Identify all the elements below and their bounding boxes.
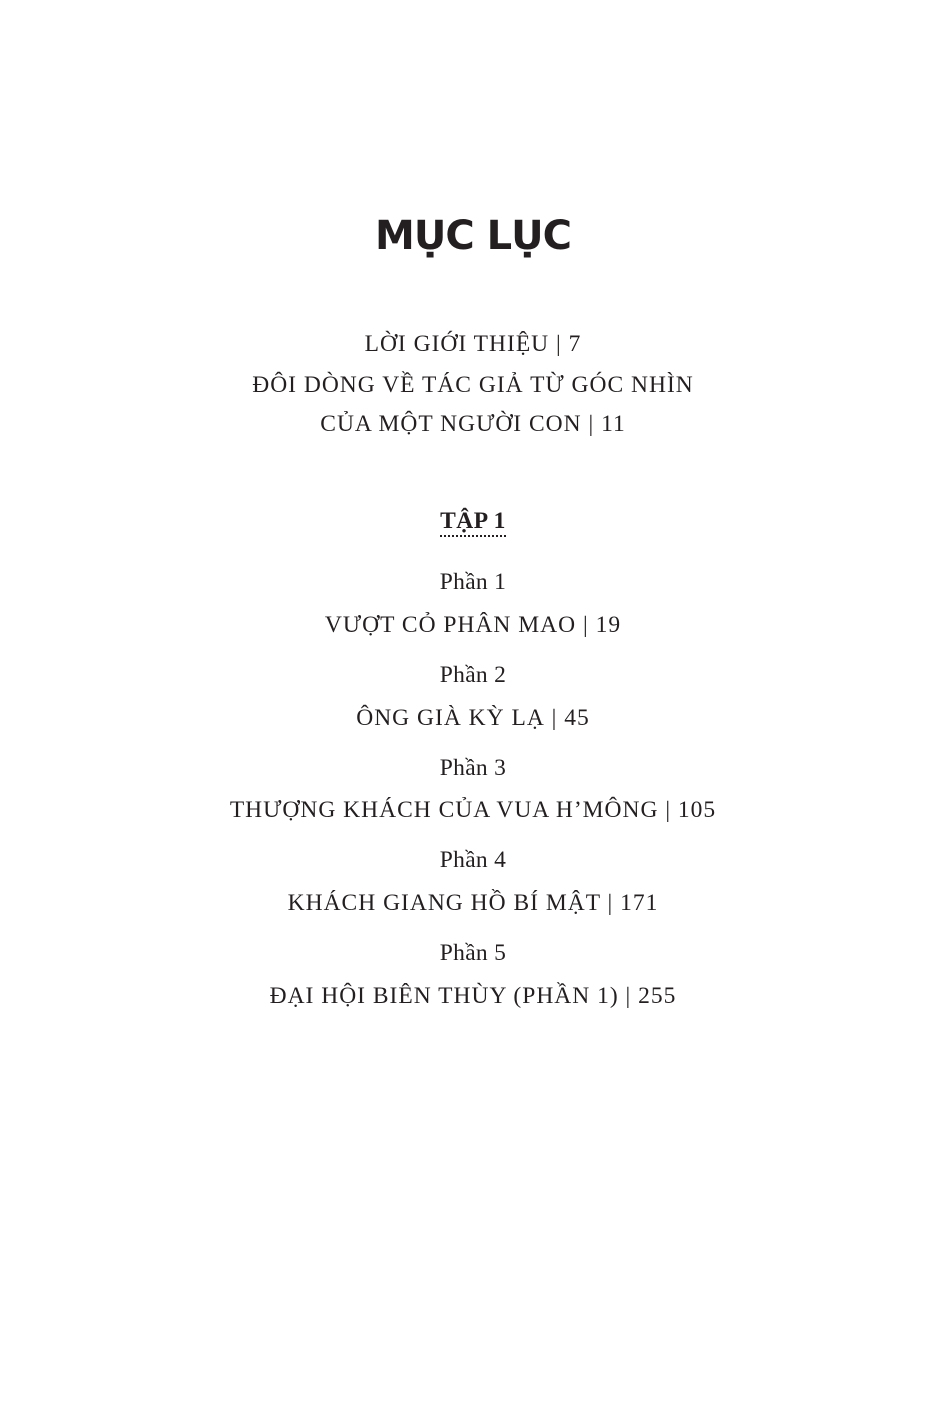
toc-entry-about-author-line2: CỦA MỘT NGƯỜI CON | 11 <box>320 411 626 437</box>
part-label-1: Phần 1 <box>439 569 507 595</box>
part-title-2: ÔNG GIÀ KỲ LẠ | 45 <box>356 705 590 731</box>
volume-heading-wrap <box>0 506 946 536</box>
part-label-3: Phần 3 <box>439 755 507 781</box>
toc-entry-about-author-line1: ĐÔI DÒNG VỀ TÁC GIẢ TỪ GÓC NHÌN <box>252 372 694 398</box>
part-title-1: VƯỢT CỎ PHÂN MAO | 19 <box>324 612 622 638</box>
part-label-5: Phần 5 <box>439 940 507 966</box>
part-title-3: THƯỢNG KHÁCH CỦA VUA H’MÔNG | 105 <box>229 797 717 823</box>
volume-heading: TẬP 1 <box>440 508 506 537</box>
page-title: MỤC LỤC <box>375 213 571 259</box>
part-label-2: Phần 2 <box>439 662 507 688</box>
part-title-4: KHÁCH GIANG HỒ BÍ MẬT | 171 <box>287 890 659 916</box>
part-title-5: ĐẠI HỘI BIÊN THÙY (PHẦN 1) | 255 <box>269 983 677 1009</box>
toc-entry-introduction: LỜI GIỚI THIỆU | 7 <box>364 331 582 357</box>
part-label-4: Phần 4 <box>439 847 507 873</box>
